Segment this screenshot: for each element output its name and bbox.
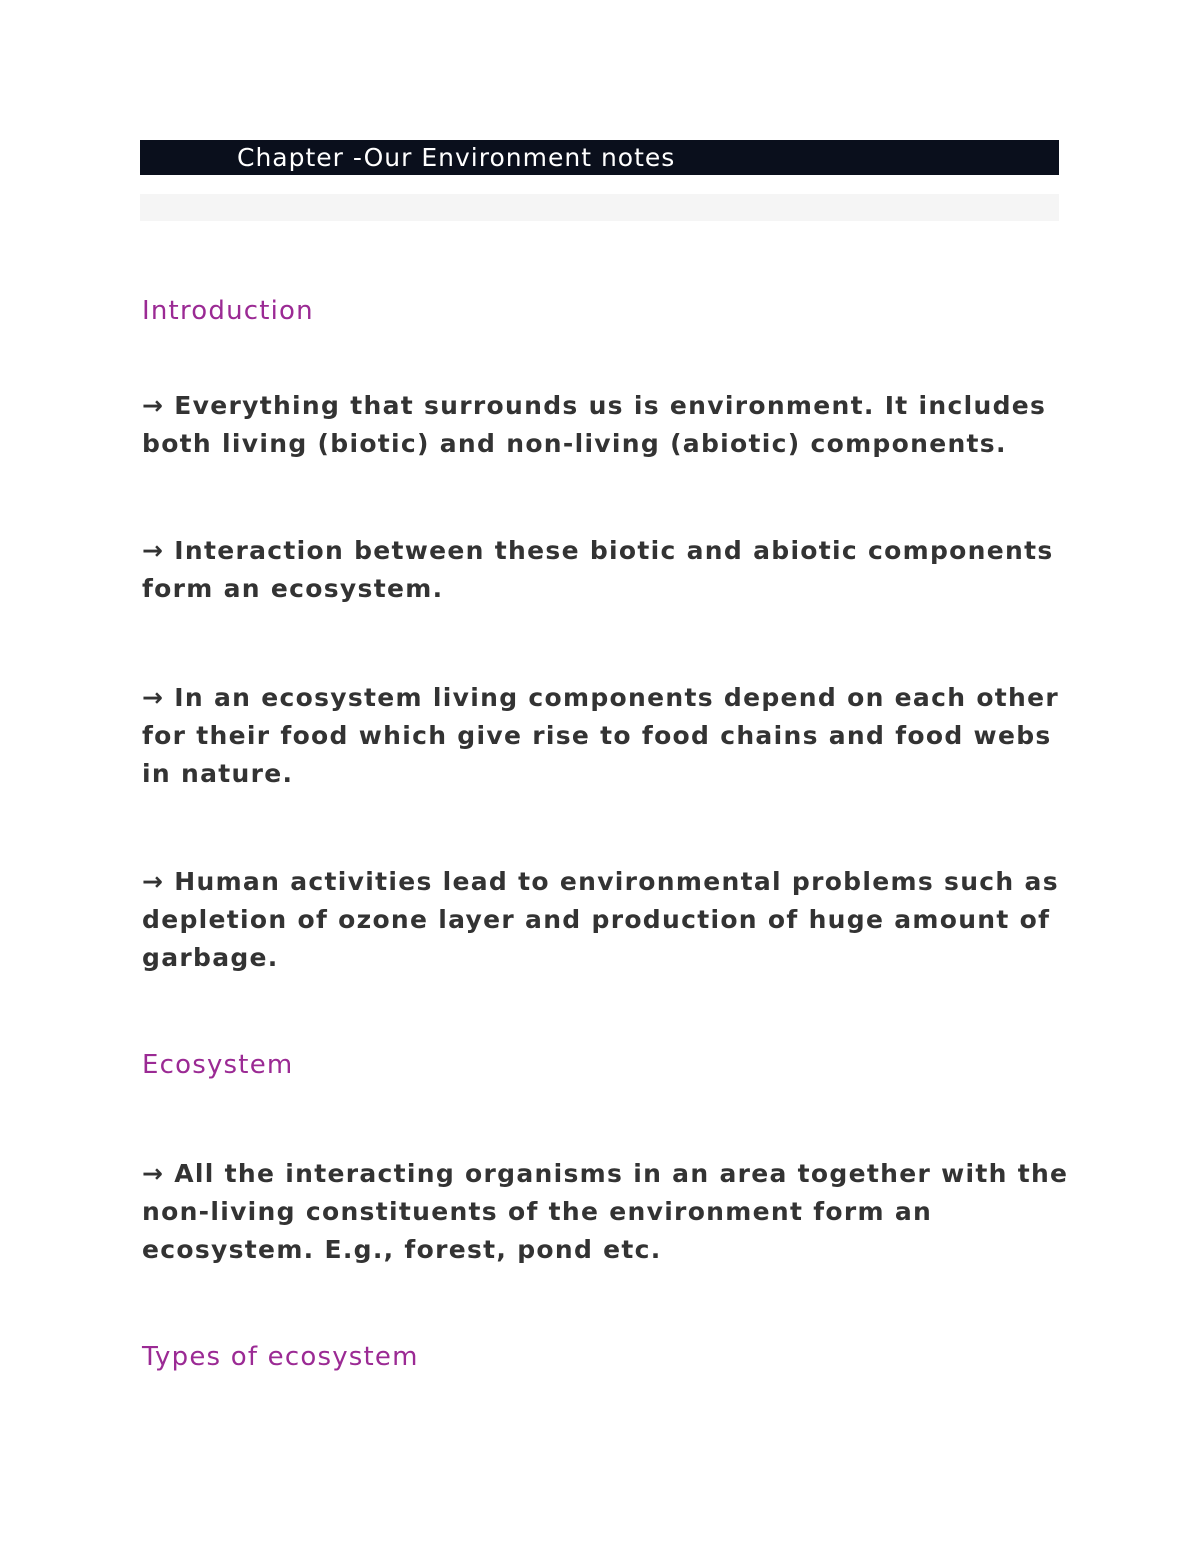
page-title: Chapter -Our Environment notes: [237, 143, 676, 172]
intro-paragraph-1: → Everything that surrounds us is environment. It includes both living (biotic) and non-living (abiotic) components.: [142, 391, 1047, 458]
subtitle-bar: [140, 194, 1059, 221]
ecosystem-paragraph-1: → All the interacting organisms in an area together with the non-living constituents of the environment form an ecosystem. E.g., forest, pond etc.: [142, 1159, 1069, 1264]
intro-paragraph-4: → Human activities lead to environmental problems such as depletion of ozone layer and production of huge amount of garbage.: [142, 867, 1059, 972]
intro-paragraph-2: → Interaction between these biotic and abiotic components form an ecosystem.: [142, 536, 1054, 603]
heading-types-of-ecosystem: Types of ecosystem: [142, 1342, 419, 1372]
heading-ecosystem: Ecosystem: [142, 1050, 294, 1080]
heading-introduction: Introduction: [142, 296, 314, 326]
intro-paragraph-3: → In an ecosystem living components depend on each other for their food which give rise to food chains and food webs in nature.: [142, 683, 1060, 788]
